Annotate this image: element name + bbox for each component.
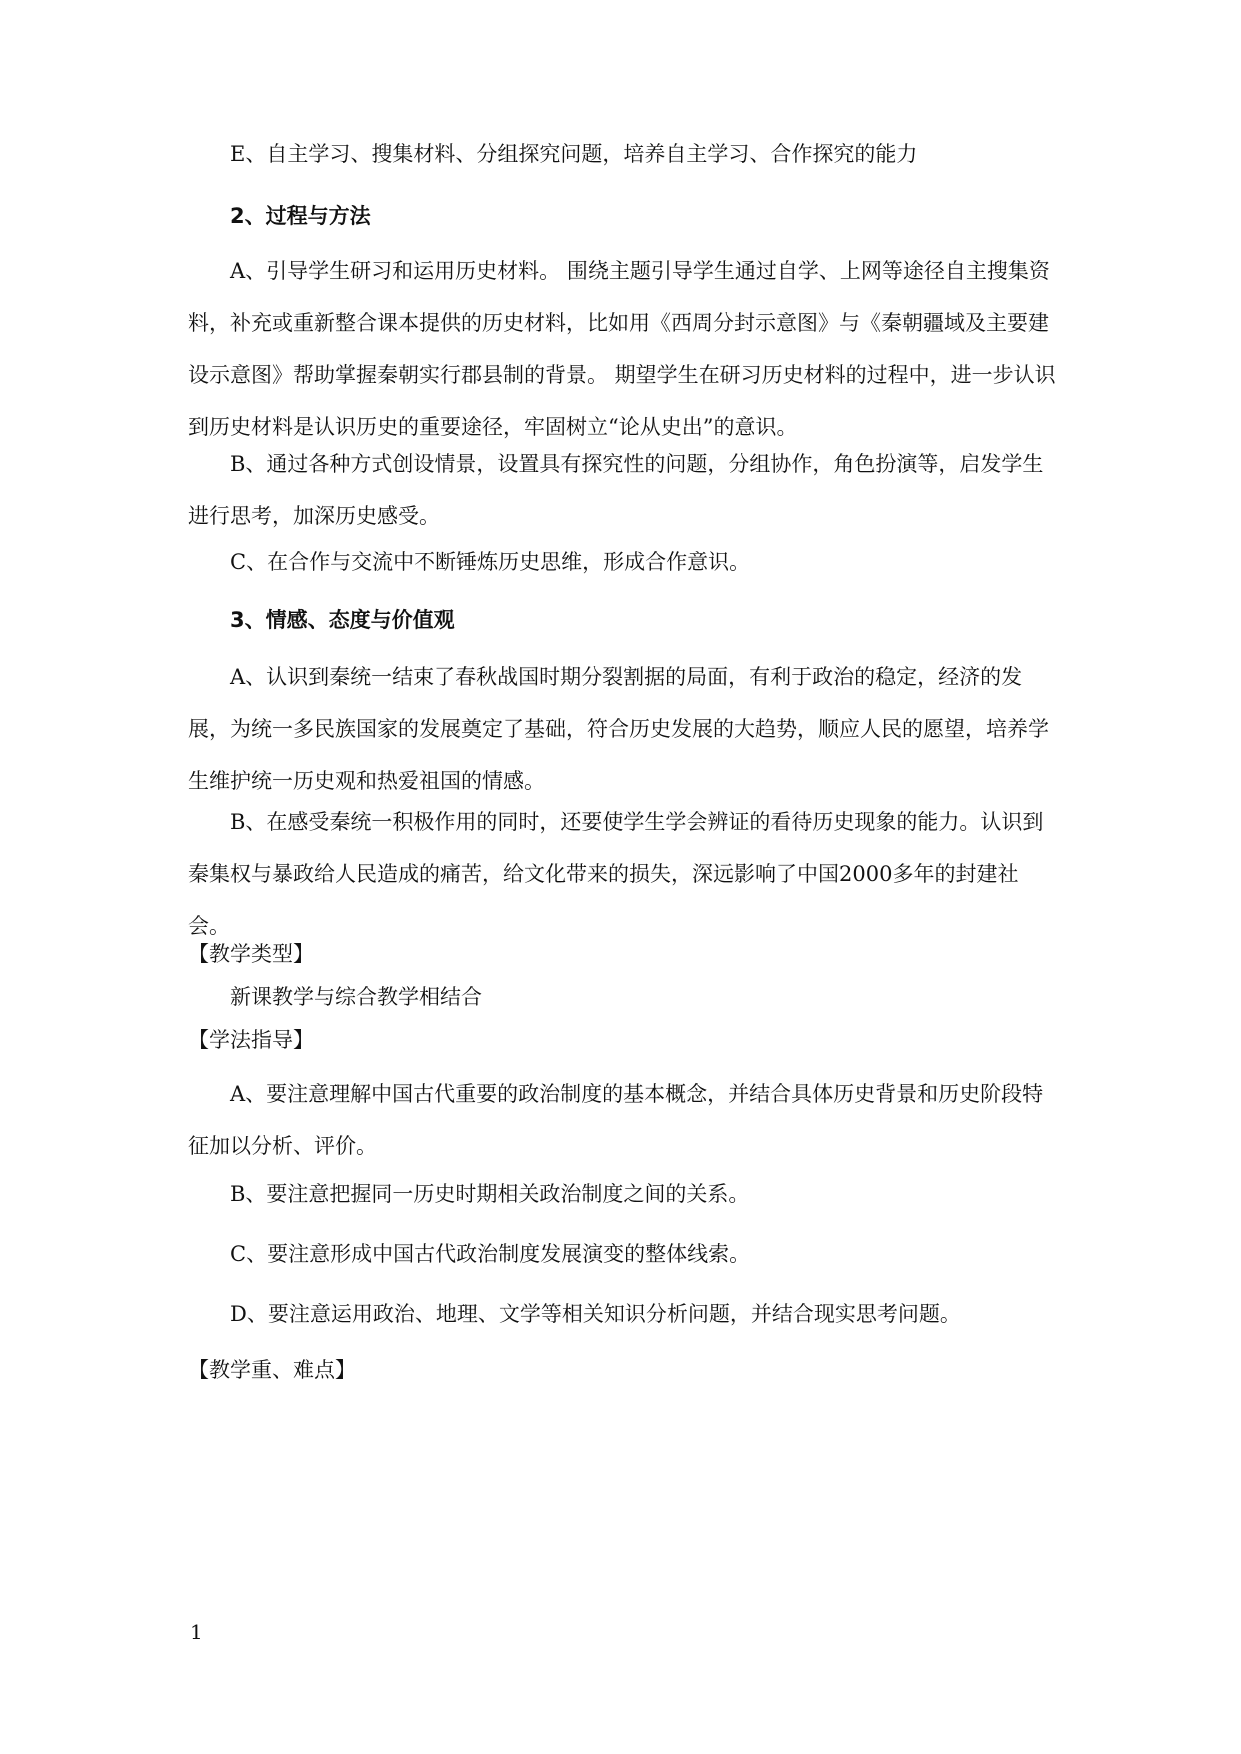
teaching-type-label: 【教学类型】: [188, 942, 314, 966]
study-guide-c-paragraph: C、要注意形成中国古代政治制度发展演变的整体线索。: [230, 1242, 751, 1266]
study-guide-b-paragraph: B、要注意把握同一历史时期相关政治制度之间的关系。: [230, 1182, 750, 1206]
page-number: 1: [190, 1620, 203, 1644]
process-method-heading: 2、过程与方法: [230, 204, 371, 228]
study-guide-label: 【学法指导】: [188, 1028, 314, 1052]
process-b-paragraph: B、通过各种方式创设情景，设置具有探究性的问题，分组协作，角色扮演等，启发学生进行思考，加深历史感受。: [188, 452, 1044, 528]
study-guide-a-paragraph: A、要注意理解中国古代重要的政治制度的基本概念，并结合具体历史背景和历史阶段特征加以分析、评价。: [188, 1082, 1044, 1158]
teaching-type-value: 新课教学与综合教学相结合: [230, 985, 482, 1009]
study-guide-d-paragraph: D、要注意运用政治、地理、文学等相关知识分析问题，并结合现实思考问题。: [230, 1302, 961, 1326]
emotion-values-heading: 3、情感、态度与价值观: [230, 608, 455, 632]
emotion-b-paragraph: B、在感受秦统一积极作用的同时，还要使学生学会辨证的看待历史现象的能力。认识到秦集权与暴政给人民造成的痛苦，给文化带来的损失，深远影响了中国2000多年的封建社会。: [188, 810, 1044, 938]
process-c-paragraph: C、在合作与交流中不断锤炼历史思维，形成合作意识。: [230, 550, 751, 574]
emotion-a-paragraph: A、认识到秦统一结束了春秋战国时期分裂割据的局面，有利于政治的稳定，经济的发展，为统一多民族国家的发展奠定了基础，符合历史发展的大趋势，顺应人民的愿望，培养学生维护统一历史观和热爱祖国的情感。: [188, 665, 1049, 793]
process-a-paragraph: A、引导学生研习和运用历史材料。 围绕主题引导学生通过自学、上网等途径自主搜集资料，补充或重新整合课本提供的历史材料，比如用《西周分封示意图》与《秦朝疆域及主要建设示意图》帮助掌握秦朝实行郡县制的背景。 期望学生在研习历史材料的过程中，进一步认识到历史材料是认识历史的重要途径，牢固树立“论从史出”的意识。: [188, 259, 1056, 439]
key-points-label: 【教学重、难点】: [188, 1358, 356, 1382]
goal-e-paragraph: E、自主学习、搜集材料、分组探究问题，培养自主学习、合作探究的能力: [230, 142, 918, 166]
